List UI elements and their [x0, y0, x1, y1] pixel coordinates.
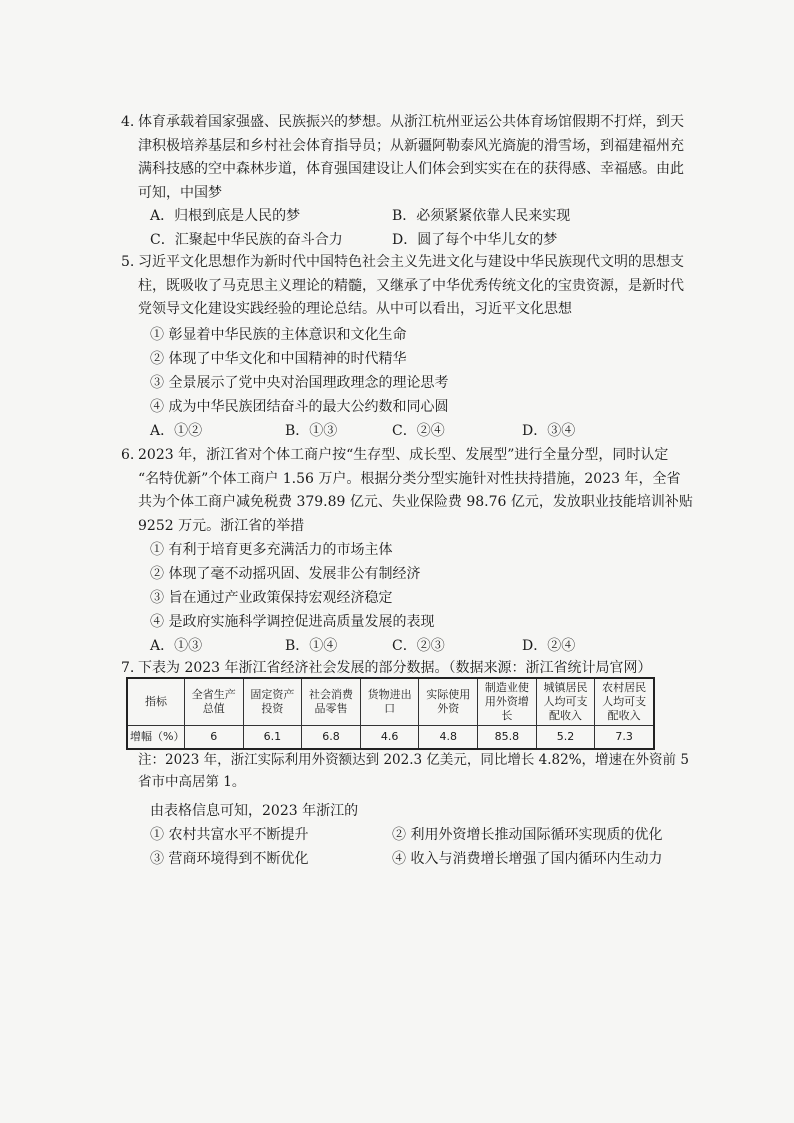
table-header-cell: 实际使用 外资: [419, 678, 478, 726]
question-6: [121, 444, 693, 538]
table-cell: 4.6: [360, 726, 419, 750]
option-c[interactable]: C．汇聚起中华民族的奋斗合力: [150, 232, 343, 248]
option-c[interactable]: C．②③: [392, 638, 445, 654]
statement-item: ② 利用外资增长推动国际循环实现质的优化: [392, 827, 663, 843]
table-header-cell: 货物进出 口: [360, 678, 419, 726]
question-number: 5.: [121, 254, 135, 270]
statement-item: ① 彰显着中华民族的主体意识和文化生命: [150, 327, 407, 343]
table-cell: 7.3: [595, 726, 654, 750]
question-text-line: 9252 万元。浙江省的举措: [138, 517, 305, 534]
question-text-line: 下表为 2023 年浙江省经济社会发展的部分数据。（数据来源：浙江省统计局官网）: [138, 660, 652, 676]
table-header-cell: 城镇居民 人均可支 配收入: [536, 678, 595, 726]
question-text-line: 共为个体工商户减免税费 379.89 亿元、失业保险费 98.76 亿元，发放职业技能培训补贴: [138, 494, 693, 510]
option-a[interactable]: A．①③: [150, 638, 203, 654]
statement-item: ② 体现了毫不动摇巩固、发展非公有制经济: [150, 566, 421, 582]
table-header-cell: 指标: [127, 678, 185, 726]
table-header-cell: 社会消费 品零售: [302, 678, 361, 726]
option-a[interactable]: A．①②: [150, 423, 203, 439]
question-number: 7.: [121, 660, 135, 676]
table-header-cell: 全省生产 总值: [185, 678, 244, 726]
question-text-line: 满科技感的空中森林步道，体育强国建设让人们体会到实实在在的获得感、幸福感。由此: [138, 161, 684, 177]
data-table: [126, 677, 655, 750]
option-b[interactable]: B．必须紧紧依靠人民来实现: [392, 208, 571, 224]
table-cell: 6.8: [302, 726, 361, 750]
question-4: [121, 111, 684, 205]
option-a[interactable]: A．归根到底是人民的梦: [150, 208, 301, 224]
table-header-cell: 制造业使 用外资增 长: [478, 678, 537, 726]
statement-item: ③ 全景展示了党中央对治国理政理念的理论思考: [150, 375, 449, 391]
question-text-line: 习近平文化思想作为新时代中国特色社会主义先进文化与建设中华民族现代文明的思想支: [138, 254, 684, 270]
question-number: 4.: [121, 114, 135, 130]
note-line: 省市中高居第 1。: [138, 774, 246, 790]
statement-item: ④ 收入与消费增长增强了国内循环内生动力: [392, 851, 663, 867]
statement-item: ① 有利于培育更多充满活力的市场主体: [150, 542, 393, 558]
question-text-line: 柱，既吸收了马克思主义理论的精髓，又继承了中华优秀传统文化的宝贵资源，是新时代: [138, 277, 684, 294]
table-cell: 4.8: [419, 726, 478, 750]
table-cell: 6.1: [243, 726, 302, 750]
option-d[interactable]: D．②④: [522, 638, 576, 654]
statement-item: ② 体现了中华文化和中国精神的时代精华: [150, 351, 407, 367]
note-line: 注：2023 年，浙江实际利用外资额达到 202.3 亿美元，同比增长 4.82%，增速在外资前 5: [138, 752, 689, 768]
option-d[interactable]: D．圆了每个中华儿女的梦: [392, 232, 558, 248]
option-d[interactable]: D．③④: [522, 423, 576, 439]
option-b[interactable]: B．①④: [285, 638, 338, 654]
table-row-label: 增幅（%）: [127, 726, 185, 750]
question-text-line: 党领导文化建设实践经验的理论总结。从中可以看出，习近平文化思想: [138, 301, 572, 317]
question-number: 6.: [121, 447, 135, 463]
statement-item: ④ 是政府实施科学调控促进高质量发展的表现: [150, 614, 435, 630]
table-note: [138, 749, 689, 793]
statement-item: ③ 旨在通过产业政策保持宏观经济稳定: [150, 590, 393, 606]
question-text-line: 体育承载着国家强盛、民族振兴的梦想。从浙江杭州亚运公共体育场馆假期不打烊，到天: [138, 114, 684, 130]
statement-item: ③ 营商环境得到不断优化: [150, 851, 309, 867]
table-cell: 6: [185, 726, 244, 750]
question-5: [121, 251, 684, 322]
option-c[interactable]: C．②④: [392, 423, 445, 439]
statement-item: ④ 成为中华民族团结奋斗的最大公约数和同心圆: [150, 399, 449, 415]
statement-item: ① 农村共富水平不断提升: [150, 827, 309, 843]
question-text-line: 可知，中国梦: [138, 184, 222, 201]
option-b[interactable]: B．①③: [285, 423, 338, 439]
question-text-line: “名特优新”个体工商户 1.56 万户。根据分类分型实施针对性扶持措施，2023 年，全省: [138, 470, 681, 487]
table-header-cell: 农村居民 人均可支 配收入: [595, 678, 654, 726]
table-cell: 5.2: [536, 726, 595, 750]
table-cell: 85.8: [478, 726, 537, 750]
question-prompt: 由表格信息可知，2023 年浙江的: [150, 803, 359, 819]
question-text-line: 2023 年，浙江省对个体工商户按“生存型、成长型、发展型”进行全量分型，同时认定: [138, 447, 669, 463]
table-header-cell: 固定资产 投资: [243, 678, 302, 726]
table-row: [127, 726, 654, 750]
table-header-row: [127, 678, 654, 726]
question-text-line: 津积极培养基层和乡村社会体育指导员；从新疆阿勒泰风光旖旎的滑雪场，到福建福州充: [138, 137, 684, 154]
